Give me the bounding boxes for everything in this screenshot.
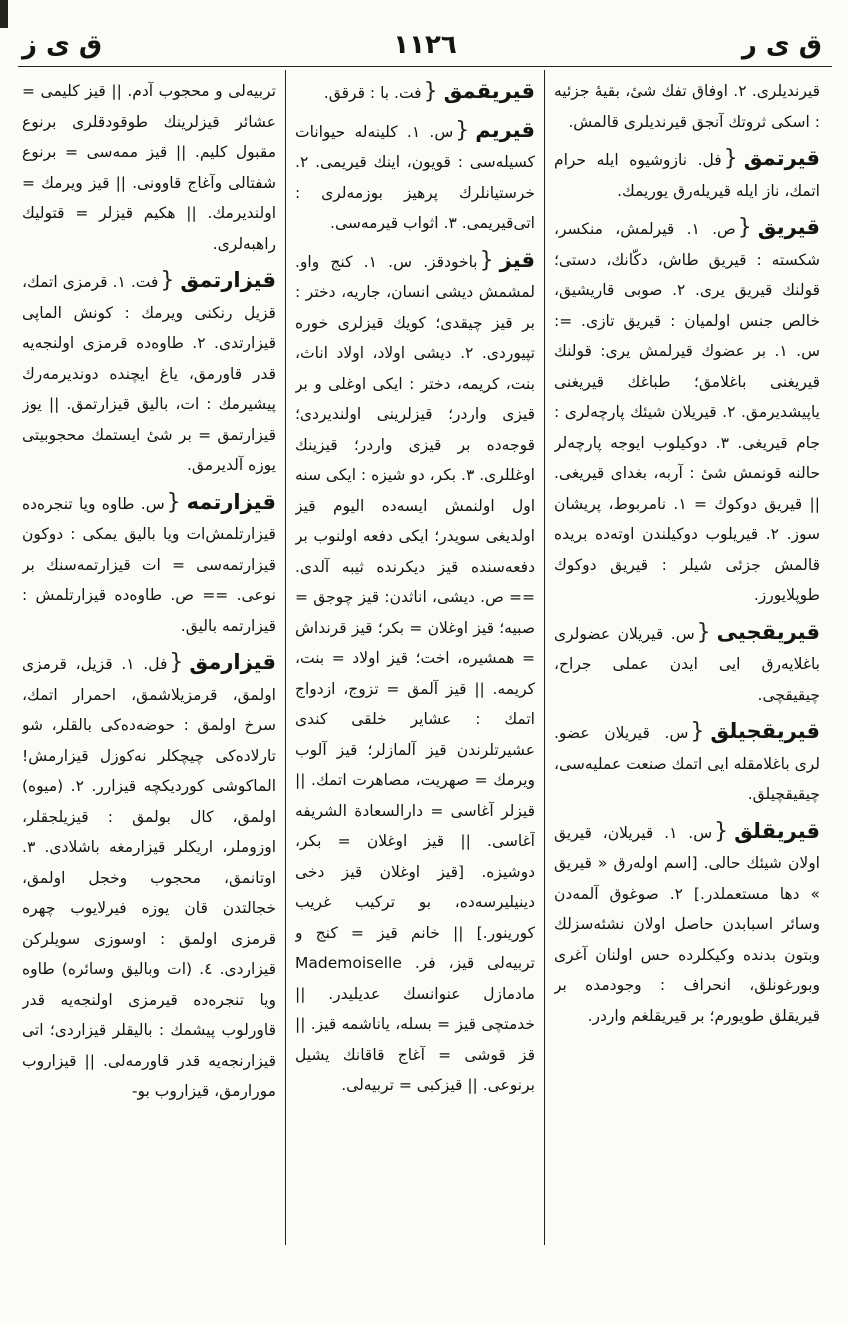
dictionary-entry: قیریقجیی{س. قیریلان عضولری باغلایه‌رق ایی ایدن عملی جراح، چیقیقچی. — [554, 619, 820, 704]
entry-grammar: فت. با : قرقق. — [323, 84, 422, 102]
dictionary-entry: قیزارمق{فل. ١. قزیل، قرمزی اولمق، قرمزیلاشمق، احمرار اتمك، سرخ اولمق : حوضه‌ده‌کی بالقلر، شو تارلاده‌کی چیچکلر نه‌کوزل قیزارمش! الماکوشی کوردیکچه قیزارر. ٢. (میوه) اولمق، کال بولمق : قیزیلجقلر، اوزوملر، اریکلر قیزارمغه باشلادی. ٣. اوتانمق، محجوب وخجل اولمق، خجالتدن قان یوزه فیرلایوب چهره قرمزی اولمق : اوسوزی سویلرکن قیزاردی. ٤. (ات وبالیق وسائره) طاوه ویا تنجره‌ده قیرمزی اولنجه‌یه قدر قاورلوب پیشمك : بالیقلر قیزاردی؛ اتی قیزارنجه‌یه قدر قاورمه‌لی. || قیزاروب مورارمق، قیزاروب بو- — [22, 650, 276, 1100]
entry-headword: قیریق — [757, 215, 820, 239]
entry-headword: قیریقجیلق — [710, 719, 820, 743]
dictionary-entry: قیریقلق{س. ١. قیریلان، قیریق اولان شیئك حالی. [اسم اوله‌رق « قیریق » دها مستعملدر.] ٢. صوغوق آلمه‌دن وسائر اسبابدن حاصل اولان نشئه‌سزلك وبتون بدنده وکیکلرده حس اولنان آغری وبورغونلق، انحراف : وجودمده بر قیریقلق طویورم؛ بر قیریقلغم واردر. — [554, 818, 820, 1025]
dictionary-entry: قیریقجیلق{س. قیریلان عضو. لری باغلامقله ایی اتمك صنعت عملیه‌سی، چیقیقچیلق. — [554, 719, 820, 803]
dictionary-entry: قیریقمق{فت. با : قرقق. — [323, 79, 535, 104]
entry-headword: قیریم — [475, 117, 535, 142]
entry-text: باغلایه‌رق ایی ایدن عملی جراح، چیقیقچی. — [554, 655, 820, 704]
page-header — [18, 22, 832, 62]
dictionary-entry: قیزارتمه{س. طاوه ویا تنجره‌ده قیزارتلمش‌ات ویا بالیق یمکی : دوکون قیزارتمه‌سی = ات قیزارتمه‌سنك بر نوعی. == ص. طاوه‌ده قیزارتلمش : قیزارتمه بالیق. — [22, 489, 276, 635]
entry-grammar: س. طاوه ویا تنجره‌ده قیزارتلمش‌ات ویا بالیق — [22, 494, 276, 543]
entry-text: یمکی : دوکون قیزارتمه‌سی = ات قیزارتمه‌سنك بر نوعی. == ص. طاوه‌ده قیزارتلمش : قیزارتمه بالیق. — [22, 525, 276, 635]
entry-text: قیرندیلری. ٢. اوفاق تفك شیٔ، بقیهٔ جزئیه : اسکی ثروتك آنجق قیرندیلری قالمش. — [554, 82, 820, 131]
entry-text: سرخ اولمق : حوضه‌ده‌کی بالقلر، شو تارلاده‌کی چیچکلر نه‌کوزل قیزارمش! الماکوشی کوردیکچه قیزارر. ٢. (میوه) اولمق، کال بولمق : قیزیلجقلر، اوزوملر، اریکلر قیزارمغه باشلادی. ٣. اوتانمق، محجوب وخجل اولمق، خجالتدن قان یوزه فیرلایوب چهره قرمزی اولمق : اوسوزی سویلرکن قیزاردی. ٤. (ات وبالیق وسائره) طاوه ویا تنجره‌ده قیرمزی اولنجه‌یه قدر قاورلوب پیشمك : بالیقلر قیزاردی؛ اتی قیزارنجه‌یه قدر قاورمه‌لی. || قیزاروب مورارمق، قیزاروب بو- — [22, 716, 276, 1100]
entry-grammar: س. ١. قیریلان، قیریق — [554, 823, 713, 842]
entry-text: اولان شیئك حالی. [اسم اوله‌رق « قیریق » دها مستعملدر.] ٢. صوغوق آلمه‌دن وسائر اسبابدن حاصل اولان نشئه‌سزلك وبتون بدنده وکیکلرده حس اولنان آغری وبورغونلق، انحراف : وجودمده بر قیریقلق طویورم؛ بر قیریقلغم واردر. — [554, 854, 820, 1025]
entry-grammar: س. قیریلان عضولری — [554, 624, 695, 643]
entry-headword: قیرتمق — [743, 146, 820, 170]
dictionary-entry — [554, 76, 820, 137]
entry-headword: قیزارمق — [189, 650, 276, 674]
column-rule-2 — [285, 70, 286, 1245]
entry-headword: قیزارتمه — [186, 489, 276, 514]
running-head-left: ق ی ز — [22, 30, 103, 60]
entry-grammar: فل. ١. قزیل، قرمزی اولمق، قرمزیلاشمق، احمرار اتمك، — [22, 655, 276, 704]
entry-text: شکسته : قیریق طاش، دکّانك، دستی؛ قولنك قیریق یری. ٢. صوبی قاریشیق، خالص جنس اولمیان : قیریق تازی. =: س. ١. بر عضوك قیرلمش یری: قولنك قیریغنی باغلامق؛ طباغك قیریغنی یاپیشدیرمق. ٢. قیریلان شیئك پارچه‌لری : جام قیریغی. ٣. دوکیلوب ایوجه پارچه‌لر حالنه قونمش شیٔ : آربه، بغدای قیریغی. || قیریق دوکوك = ١. نامربوط، پریشان سوز. ٢. قیریلوب دوکیلندن اوته‌ده بریده قالمش جزئی شیلر : قیریق دوکوك طوپلایورز. — [554, 250, 820, 604]
entry-text: اتمك، ناز ایله قیریله‌رق یوریمك. — [617, 181, 820, 200]
header-rule — [18, 66, 832, 67]
entry-grammar: باخودقز. س. ١. کنج واو. لمشمش دیشی انسان، جاریه، — [295, 252, 535, 301]
dictionary-entry: قیریق{ص. ١. قیرلمش، منکسر، شکسته : قیریق طاش، دکّانك، دستی؛ قولنك قیریق یری. ٢. صوبی قاریشیق، خالص جنس اولمیان : قیریق تازی. =: س. ١. بر عضوك قیرلمش یری: قولنك قیریغنی باغلامق؛ طباغك قیریغنی یاپیشدیرمق. ٢. قیریلان شیئك پارچه‌لری : جام قیریغی. ٣. دوکیلوب ایوجه پارچه‌لر حالنه قونمش شیٔ : آربه، بغدای قیریغی. || قیریق دوکوك = ١. نامربوط، پریشان سوز. ٢. قیریلوب دوکیلندن اوته‌ده بریده قالمش جزئی شیلر : قیریق دوکوك طوپلایورز. — [554, 215, 820, 604]
entry-text: دختر : بر قیز چیقدی؛ کویك قیزلری خوره تپیوردی. ٢. دیشی اولاد، اولاد اناث، بنت، کریمه، دختر : ایکی اوغلی و بر قیزی واردر؛ قیزلرینی اولندیردی؛ قوجه‌ده بر قیزی واردر؛ قیزینك اوغللری. ٣. بکر، دو شیزه : ایکی سنه اول اولنمش ایسه‌ده الیوم قیز اولدیغی سویدر؛ ایکی دفعه اولنوب بر دفعه‌سنده قیز دیکرنده ثیبه آلدی. == ص. دیشی، اناثدن: قیز چوجق = صبیه؛ قیز اوغلان = بکر؛ قیز قرنداش = همشیره، اخت؛ قیز اولاد = بنت، کریمه. || قیز آلمق = تزوج، ازدواج اتمك : عشایر خلقی کندی عشیرتلرندن قیز آلمازلر؛ قیز آلوب ویرمك = صهریت، مصاهرت اتمك. || قیزلر آغاسی = دارالسعادة الشریفه آغاسی. || قیز اوغلان = بکر، دوشیزه. [قیز اوغلان قیز دخی دینیلیرسه‌ده، بو ترکیب غریب کورینور.] || خانم قیز = کنج و تربیه‌لی قیز، فر. Mademoiselle مادمازل عنوانسك عدیلیدر. || خدمتچی قیز = بسله، یاناشمه قیز. || قز قوشی = آغاج قاقانك یشیل برنوعی. || قیزکبی = تربیه‌لی. — [295, 283, 535, 1094]
page-number: ١١٢٦ — [393, 30, 457, 60]
column-rule-1 — [544, 70, 545, 1245]
entry-grammar: س. قیریلان عضو. — [554, 724, 689, 742]
dictionary-entry: قیرتمق{فل. نازوشیوه ایله حرام اتمك، ناز ایله قیریله‌رق یوریمك. — [554, 146, 820, 200]
entry-grammar: فت. ١. قرمزی اتمك، قزیل رنکنی ویرمك : — [22, 273, 276, 322]
entry-text: تربیه‌لی و محجوب آدم. || قیز کلیمی = عشائر قیزلرینك طوقودقلری برنوع مقبول کلیم. || قیز ممه‌سی = برنوع شفتالی وآغاج قاوونی. || قیز ویرمك = اولندیرمك. || هکیم قیزلر = قتولیك راهبه‌لری. — [22, 82, 276, 253]
entry-headword: قیزارتمق — [180, 268, 276, 292]
dictionary-entry: قیزارتمق{فت. ١. قرمزی اتمك، قزیل رنکنی ویرمك : کونش الماپی قیزارتدی. ٢. طاوه‌ده قرمزی اولنجه‌یه قدر قاورمق، یاغ ایچنده دوندیرمه‌رك پیشیرمك : ات، بالیق قیزارتمق. || یوز قیزارتمق = بر شیٔ ایستمك محجوبیتی یوزه آلدیرمق. — [22, 268, 276, 474]
entry-headword: قیز — [499, 247, 535, 272]
dictionary-entry: قیریم{س. ١. کلینه‌له حیوانات کسیله‌سی : قویون، اینك قیریمی. ٢. خرستیانلرك پرهیز بوزمه‌لری : اتی‌قیریمی. ٣. اثواب قیرمه‌سی. — [295, 117, 535, 232]
entry-text: لری باغلامقله ایی اتمك صنعت عملیه‌سی، چیقیقچیلق. — [554, 754, 820, 803]
dictionary-entry: قیز{باخودقز. س. ١. کنج واو. لمشمش دیشی انسان، جاریه، دختر : بر قیز چیقدی؛ کویك قیزلری خوره تپیوردی. ٢. دیشی اولاد، اولاد اناث، بنت، کریمه، دختر : ایکی اوغلی و بر قیزی واردر؛ قیزلرینی اولندیردی؛ قوجه‌ده بر قیزی واردر؛ قیزینك اوغللری. ٣. بکر، دو شیزه : ایکی سنه اول اولنمش ایسه‌ده الیوم قیز اولدیغی سویدر؛ ایکی دفعه اولنوب بر دفعه‌سنده قیز دیکرنده ثیبه آلدی. == ص. دیشی، اناثدن: قیز چوجق = صبیه؛ قیز اوغلان = بکر؛ قیز قرنداش = همشیره، اخت؛ قیز اولاد = بنت، کریمه. || قیز آلمق = تزوج، ازدواج اتمك : عشایر خلقی کندی عشیرتلرندن قیز آلمازلر؛ قیز آلوب ویرمك = صهریت، مصاهرت اتمك. || قیزلر آغاسی = دارالسعادة الشریفه آغاسی. || قیز اوغلان = بکر، دوشیزه. [قیز اوغلان قیز دخی دینیلیرسه‌ده، بو ترکیب غریب کورینور.] || خانم قیز = کنج و تربیه‌لی قیز، فر. Mademoiselle مادمازل عنوانسك عدیلیدر. || خدمتچی قیز = بسله، یاناشمه قیز. || قز قوشی = آغاج قاقانك یشیل برنوعی. || قیزکبی = تربیه‌لی. — [295, 247, 535, 1094]
entry-text: کسیله‌سی : قویون، اینك قیریمی. ٢. خرستیانلرك پرهیز بوزمه‌لری : اتی‌قیریمی. ٣. اثواب قیرمه‌سی. — [295, 153, 535, 232]
running-head-right: ق ی ر — [741, 30, 822, 60]
entry-headword: قیریقجیی — [716, 619, 820, 644]
entry-grammar: ص. ١. قیرلمش، منکسر، — [554, 220, 736, 238]
entry-grammar: س. ١. کلینه‌له حیوانات — [295, 122, 454, 141]
entry-text: کونش الماپی قیزارتدی. ٢. طاوه‌ده قرمزی اولنجه‌یه قدر قاورمق، یاغ ایچنده دوندیرمه‌رك پیشیرمك : ات، بالیق قیزارتمق. || یوز قیزارتمق = بر شیٔ ایستمك محجوبیتی یوزه آلدیرمق. — [22, 303, 276, 474]
entry-headword: قیریقمق — [443, 79, 535, 103]
dictionary-entry — [22, 76, 276, 259]
column-middle — [295, 76, 535, 1246]
column-right — [554, 76, 820, 1246]
column-left — [22, 76, 276, 1246]
page-edge-mark — [0, 0, 8, 28]
entry-headword: قیریقلق — [734, 818, 820, 843]
entry-grammar: فل. نازوشیوه ایله حرام — [554, 151, 722, 169]
